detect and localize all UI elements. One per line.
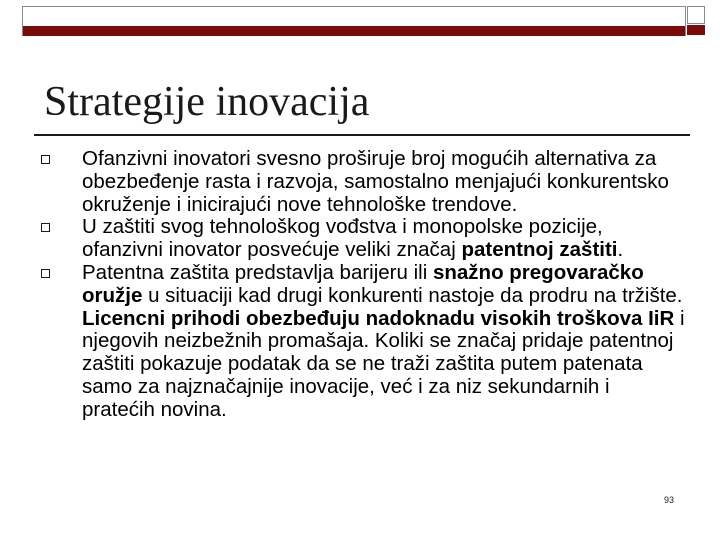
bullet-text — [82, 262, 688, 422]
header-corner-square — [687, 6, 705, 36]
hollow-square-bullet-icon — [41, 269, 50, 278]
bullet-list — [38, 148, 688, 422]
bullet-text-bold-run: patentnoj zaštiti — [461, 238, 618, 262]
bullet-text-run: u situaciji kad drugi konkurenti nastoje da prodru na tržište. — [142, 283, 683, 307]
hollow-square-bullet-icon — [41, 223, 50, 232]
page-number: 93 — [664, 495, 675, 505]
hollow-square-bullet-icon — [41, 155, 50, 164]
bullet-item — [38, 148, 688, 216]
bullet-text-bold-run: Licencni prihodi obezbeđuju nadoknadu visokih troškova IiR — [82, 306, 675, 330]
slide-title: Strategije inovacija — [44, 79, 370, 125]
bullet-text-run: Patentna zaštita predstavlja barijeru ili — [82, 260, 433, 284]
header-decoration-bar — [22, 6, 686, 36]
bullet-text-bold-run: snažno pregovaračko oružje — [82, 260, 644, 307]
title-underline — [34, 134, 690, 136]
header-accent-strip — [23, 26, 685, 36]
bullet-text-run: . — [617, 238, 624, 262]
bullet-text-run: Ofanzivni inovatori svesno proširuje broj mogućih alternativa za obezbeđenje rasta i razvoja, samostalno menjajući konkurentsko okruženje i inicirajući nove tehnološke trendove. — [82, 147, 669, 216]
bullet-text-run: i njegovih neizbežnih promašaja. Koliki se značaj pridaje patentnoj zaštiti pokazuje podatak da se ne traži zaštita putem patenata samo za najznačajnije inovacije, već i za niz sekundarnih i pratećih novina. — [82, 306, 685, 421]
bullet-text — [82, 216, 688, 262]
bullet-item — [38, 262, 688, 422]
corner-square-box — [687, 6, 705, 24]
bullet-text — [82, 148, 688, 216]
bullet-item — [38, 216, 688, 262]
bullet-text-run: U zaštiti svog tehnološkog vođstva i monopolske pozicije, ofanzivni inovator posvećuje veliki značaj — [82, 215, 603, 262]
corner-accent-strip — [687, 25, 705, 35]
